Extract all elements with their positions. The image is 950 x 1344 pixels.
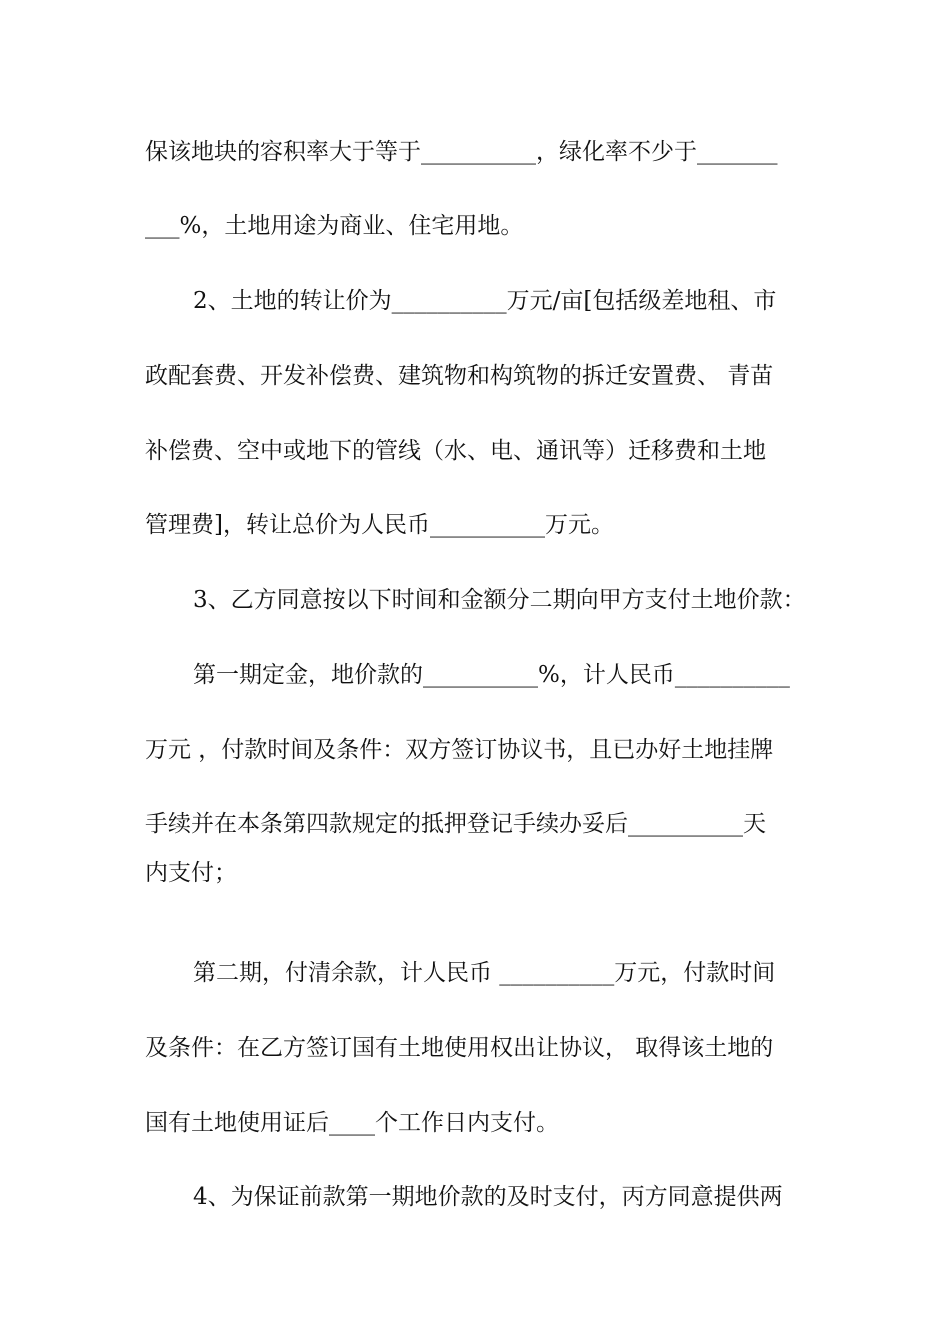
text-line-14: 国有土地使用证后____个工作日内支付。 [145, 1110, 559, 1136]
text-line-11: 内支付； [145, 860, 237, 886]
text-line-13: 及条件：在乙方签订国有土地使用权出让协议， 取得该土地的 [145, 1035, 774, 1061]
text-line-10: 手续并在本条第四款规定的抵押登记手续办妥后__________天 [145, 811, 766, 837]
text-line-2: ___%，土地用途为商业、住宅用地。 [145, 213, 524, 239]
text-line-6: 管理费]，转让总价为人民币__________万元。 [145, 512, 614, 538]
text-line-9: 万元 ，付款时间及条件：双方签订协议书，且已办好土地挂牌 [145, 737, 774, 763]
text-line-7: 3、乙方同意按以下时间和金额分二期向甲方支付土地价款： [193, 587, 806, 613]
text-line-5: 补偿费、空中或地下的管线（水、电、通讯等）迁移费和土地 [145, 438, 766, 464]
text-line-12: 第二期，付清余款，计人民币 __________万元，付款时间 [193, 960, 776, 986]
text-line-3: 2、土地的转让价为__________万元/亩[包括级差地租、市 [193, 288, 777, 314]
text-line-8: 第一期定金，地价款的__________%，计人民币__________ [193, 662, 790, 688]
text-line-15: 4、为保证前款第一期地价款的及时支付，丙方同意提供两 [193, 1184, 783, 1210]
text-line-4: 政配套费、开发补偿费、建筑物和构筑物的拆迁安置费、 青苗 [145, 363, 774, 389]
text-line-1: 保该地块的容积率大于等于__________，绿化率不少于_______ [145, 139, 778, 165]
